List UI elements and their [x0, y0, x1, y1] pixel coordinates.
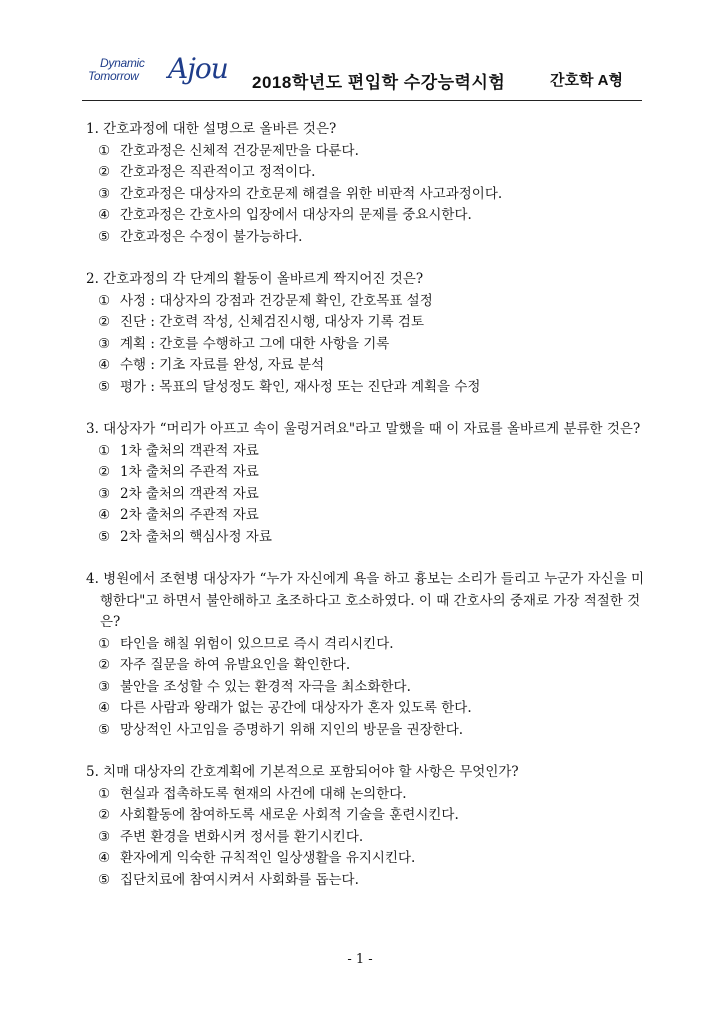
option-text: 간호과정은 대상자의 간호문제 해결을 위한 비판적 사고과정이다. [120, 185, 503, 202]
option-mark: ④ [98, 700, 111, 716]
option-item [86, 484, 646, 506]
option-item [86, 784, 646, 806]
option-mark: ① [98, 292, 111, 309]
option-mark: ④ [98, 507, 111, 523]
option-text: 평가 : 목표의 달성정도 확인, 재사정 또는 진단과 계획을 수정 [120, 378, 481, 395]
option-mark: ② [98, 464, 111, 480]
option-item [86, 377, 646, 399]
option-text: 간호과정은 간호사의 입장에서 대상자의 문제를 중요시한다. [120, 207, 472, 223]
page-number: - 1 - [347, 952, 373, 967]
option-item [86, 141, 646, 163]
question-stem: 4. 병원에서 조현병 대상자가 “누가 자신에게 욕을 하고 흉보는 소리가 들리고 누군가 자신을 미행한다"고 하면서 불안해하고 초조하다고 호소하였다. 이 때 간호사의 중재로 가장 적절한 것은? [86, 571, 645, 630]
option-item [86, 505, 646, 527]
option-mark: ④ [98, 207, 111, 223]
option-text: 현실과 접촉하도록 현재의 사건에 대해 논의한다. [120, 785, 407, 802]
option-text: 다른 사람과 왕래가 없는 공간에 대상자가 혼자 있도록 한다. [120, 700, 472, 716]
option-mark: ① [98, 635, 111, 652]
option-text: 간호과정은 수정이 불가능하다. [120, 228, 303, 245]
option-text: 계획 : 간호를 수행하고 그에 대한 사항을 기록 [120, 335, 390, 352]
option-mark: ③ [98, 678, 111, 695]
option-item [86, 462, 646, 484]
option-item [86, 205, 646, 227]
option-text: 2차 출처의 주관적 자료 [120, 507, 259, 523]
option-item [86, 655, 646, 677]
option-text: 타인을 해칠 위험이 있으므로 즉시 격리시킨다. [120, 635, 394, 652]
option-mark: ② [98, 164, 111, 180]
option-text: 환자에게 익숙한 규칙적인 일상생활을 유지시킨다. [120, 850, 416, 866]
option-mark: ④ [98, 357, 111, 373]
option-item [86, 441, 646, 463]
option-text: 자주 질문을 하여 유발요인을 확인한다. [120, 657, 351, 673]
logo-mark: Ajou [168, 52, 228, 85]
option-text: 진단 : 간호력 작성, 신체검진시행, 대상자 기록 검토 [120, 314, 424, 330]
option-mark: ③ [98, 828, 111, 845]
option-item [86, 227, 646, 249]
option-mark: ③ [98, 335, 111, 352]
question-1 [86, 119, 646, 248]
header-divider [82, 100, 642, 101]
option-item [86, 334, 646, 356]
option-item [86, 677, 646, 699]
option-item [86, 805, 646, 827]
option-text: 간호과정은 직관적이고 정적이다. [120, 164, 316, 180]
option-item [86, 291, 646, 313]
option-text: 2차 출처의 객관적 자료 [120, 485, 259, 502]
option-mark: ① [98, 442, 111, 459]
option-item [86, 527, 646, 549]
question-3 [86, 419, 646, 548]
exam-title: 2018학년도 편입학 수강능력시험 [252, 73, 506, 92]
option-text: 수행 : 기초 자료를 완성, 자료 분석 [120, 357, 325, 373]
question-stem: 3. 대상자가 “머리가 아프고 속이 울렁거려요"라고 말했을 때 이 자료를 올바르게 분류한 것은? [86, 421, 641, 437]
option-item [86, 827, 646, 849]
option-item [86, 312, 646, 334]
option-item [86, 698, 646, 720]
option-text: 망상적인 사고임을 증명하기 위해 지인의 방문을 권장한다. [120, 721, 464, 738]
option-text: 불안을 조성할 수 있는 환경적 자극을 최소화한다. [120, 678, 411, 695]
option-text: 1차 출처의 객관적 자료 [120, 442, 259, 459]
option-mark: ⑤ [98, 721, 111, 738]
option-mark: ② [98, 657, 111, 673]
question-stem: 1. 간호과정에 대한 설명으로 올바른 것은? [86, 121, 337, 137]
option-item [86, 870, 646, 892]
question-list [86, 119, 646, 912]
option-mark: ③ [98, 185, 111, 202]
logo-line-tomorrow: Tomorrow [88, 69, 139, 83]
option-text: 사정 : 대상자의 강점과 건강문제 확인, 간호목표 설정 [120, 292, 433, 309]
option-mark: ⑤ [98, 871, 111, 888]
option-item [86, 355, 646, 377]
option-item [86, 848, 646, 870]
option-mark: ② [98, 314, 111, 330]
option-mark: ③ [98, 485, 111, 502]
question-5 [86, 762, 646, 891]
option-text: 사회활동에 참여하도록 새로운 사회적 기술을 훈련시킨다. [120, 807, 459, 823]
page-header [0, 0, 720, 110]
option-mark: ① [98, 785, 111, 802]
question-stem: 5. 치매 대상자의 간호계획에 기본적으로 포함되어야 할 사항은 무엇인가? [86, 764, 519, 780]
option-mark: ① [98, 142, 111, 159]
option-text: 집단치료에 참여시켜서 사회화를 돕는다. [120, 871, 359, 888]
exam-subject: 간호학 A형 [550, 72, 623, 89]
question-2 [86, 269, 646, 398]
ajou-logo [88, 52, 238, 102]
option-text: 2차 출처의 핵심사정 자료 [120, 528, 272, 545]
logo-line-dynamic: Dynamic [100, 56, 145, 70]
option-item [86, 162, 646, 184]
option-mark: ② [98, 807, 111, 823]
option-mark: ⑤ [98, 528, 111, 545]
question-4 [86, 569, 646, 741]
option-text: 1차 출처의 주관적 자료 [120, 464, 259, 480]
option-text: 주변 환경을 변화시켜 정서를 환기시킨다. [120, 828, 364, 845]
option-text: 간호과정은 신체적 건강문제만을 다룬다. [120, 142, 359, 159]
option-mark: ⑤ [98, 228, 111, 245]
option-item [86, 634, 646, 656]
question-stem: 2. 간호과정의 각 단계의 활동이 올바르게 짝지어진 것은? [86, 271, 424, 287]
option-mark: ④ [98, 850, 111, 866]
option-item [86, 184, 646, 206]
option-mark: ⑤ [98, 378, 111, 395]
option-item [86, 720, 646, 742]
